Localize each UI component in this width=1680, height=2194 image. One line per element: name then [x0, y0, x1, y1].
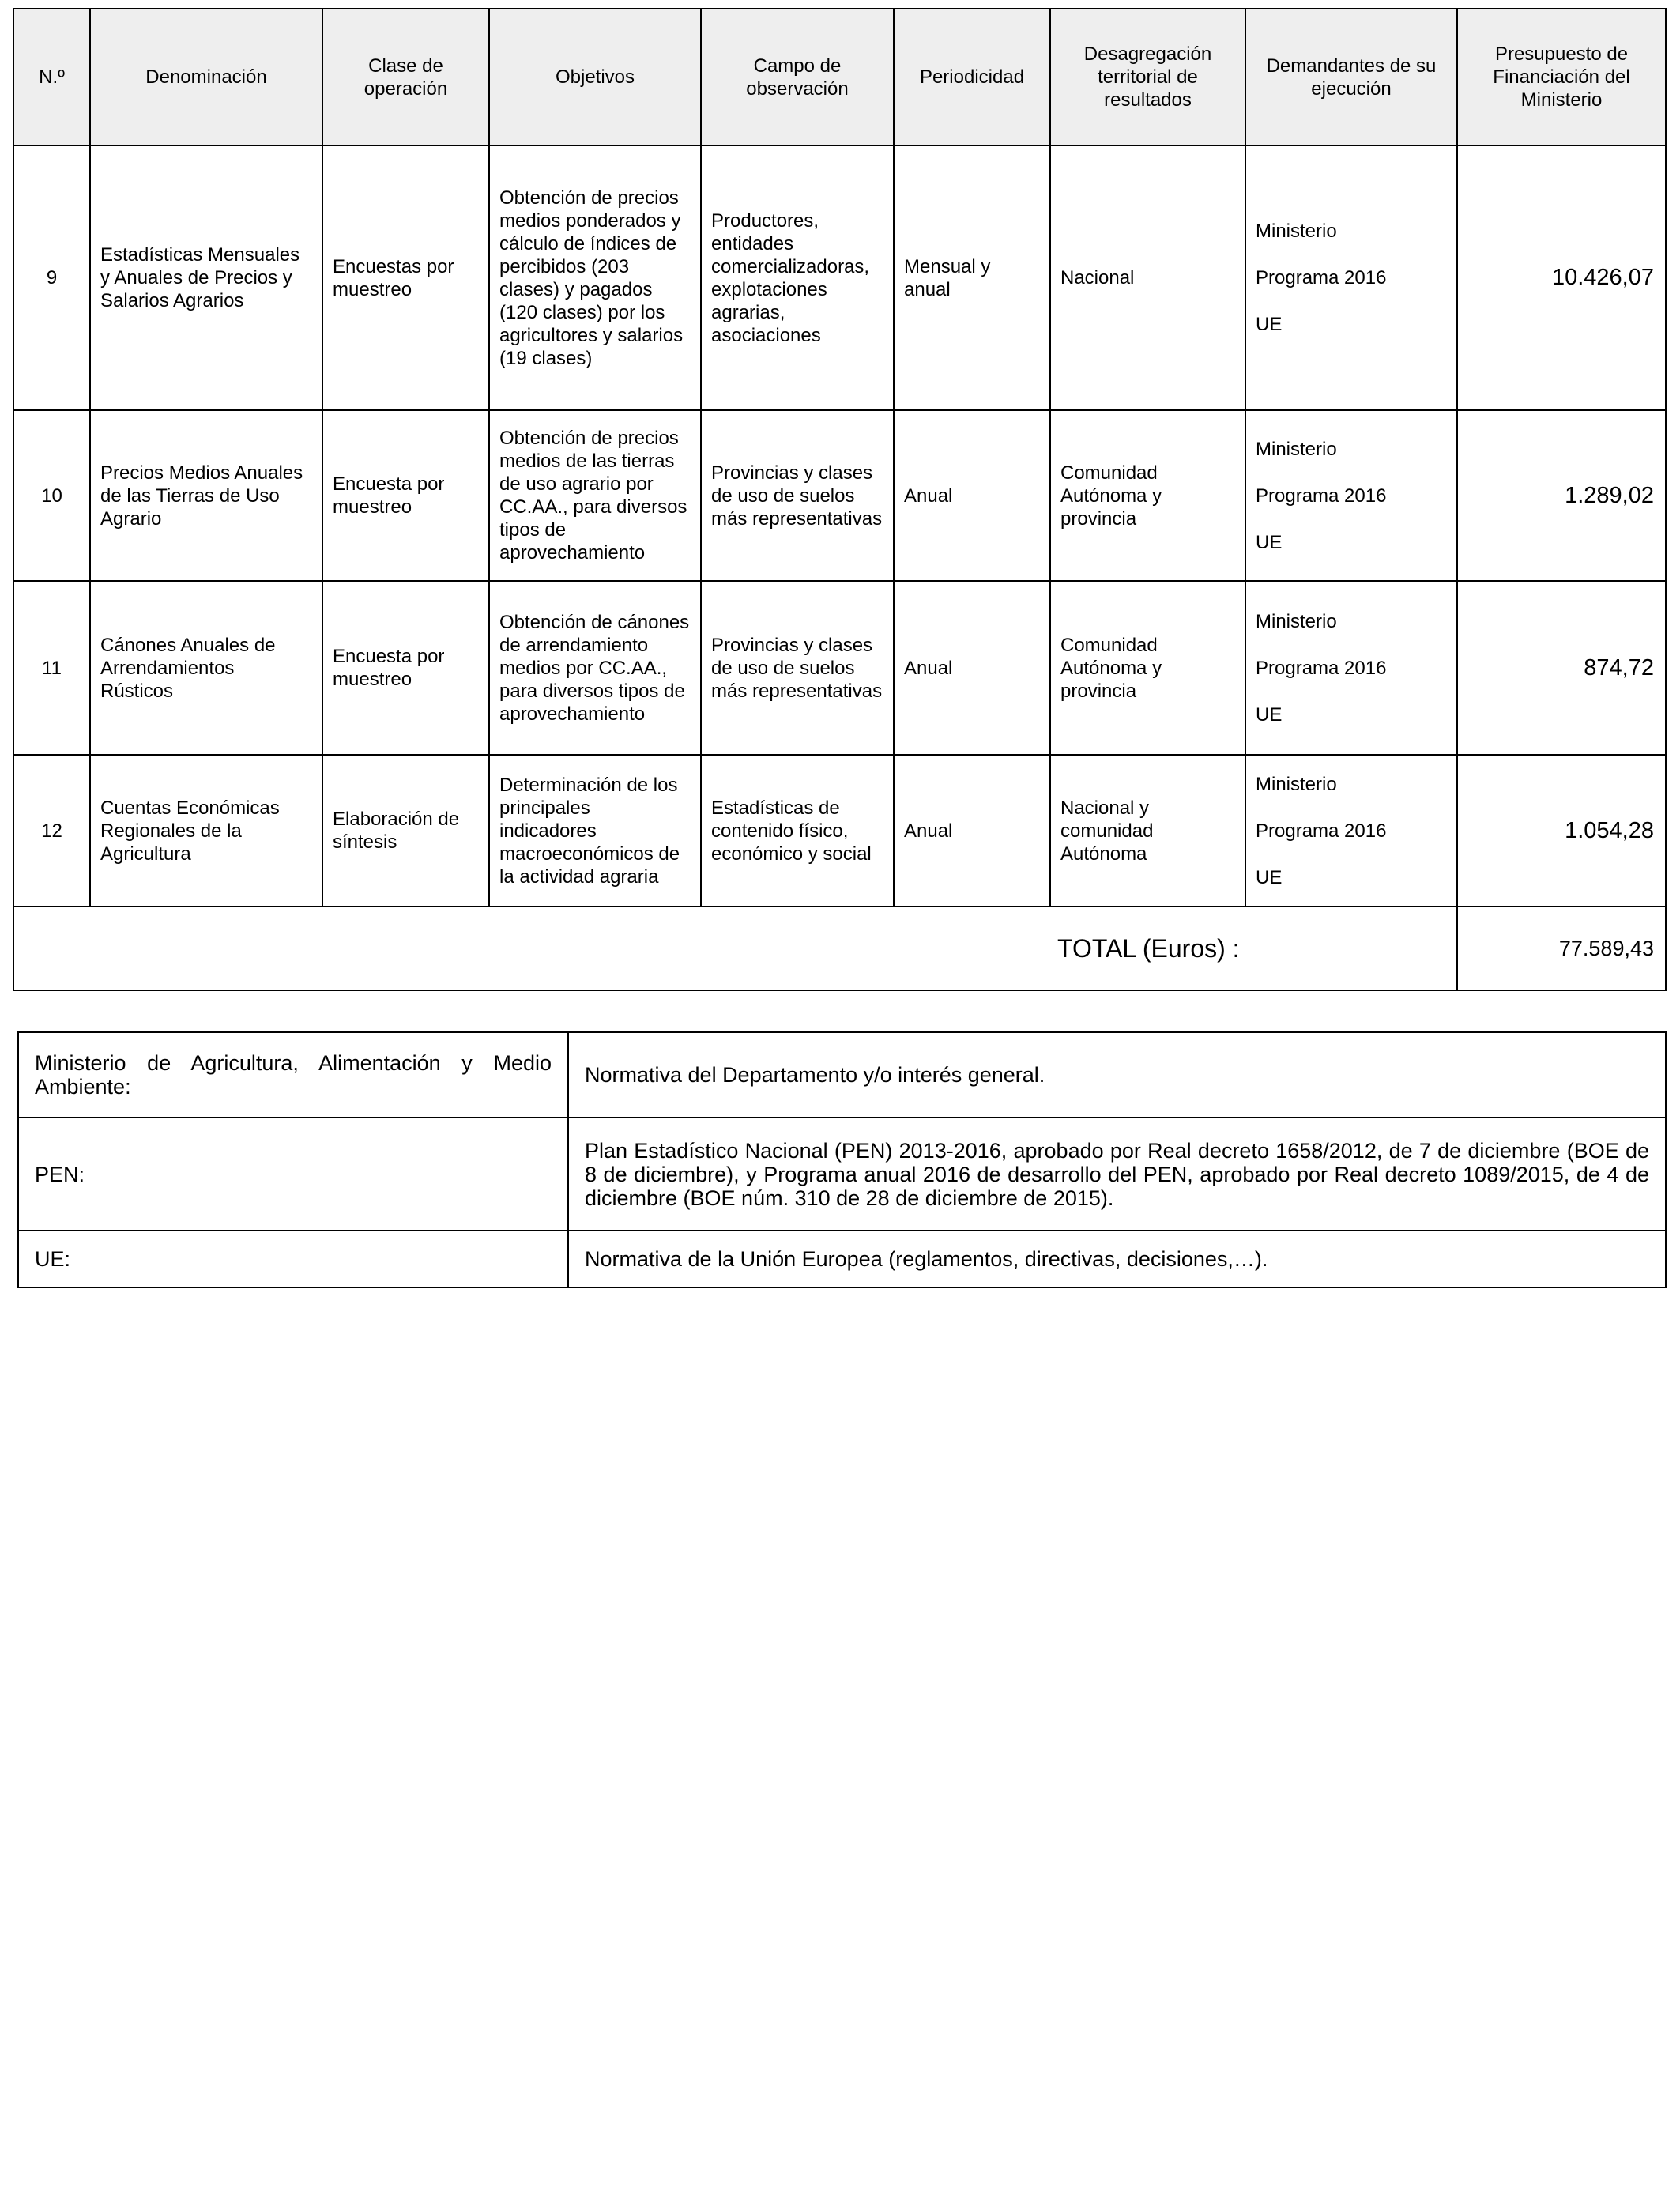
legend-row — [18, 1118, 1666, 1231]
cell-denominacion: Cuentas Económicas Regionales de la Agricultura — [90, 755, 322, 907]
cell-objetivos: Obtención de precios medios ponderados y cálculo de índices de percibidos (203 clases) y pagados (120 clases) por los agricultores y salarios (19 clases) — [489, 145, 701, 410]
cell-num: 12 — [13, 755, 90, 907]
total-value: 77.589,43 — [1457, 907, 1666, 990]
demandante-ue: UE — [1256, 703, 1283, 726]
total-label: TOTAL (Euros) : — [1057, 934, 1240, 963]
cell-presupuesto: 10.426,07 — [1457, 145, 1666, 410]
demandante-ministerio: Ministerio — [1256, 221, 1337, 242]
demandante-programa: Programa 2016 — [1256, 820, 1387, 842]
legend-row — [18, 1032, 1666, 1118]
cell-objetivos: Obtención de precios medios de las tierras de uso agrario por CC.AA., para diversos tipos de aprovechamiento — [489, 410, 701, 581]
demandante-programa: Programa 2016 — [1256, 657, 1387, 679]
legend-table — [17, 1031, 1667, 1288]
demandante-ue: UE — [1256, 314, 1283, 335]
demandante-ministerio: Ministerio — [1256, 610, 1337, 632]
header-presupuesto: Presupuesto de Financiación del Ministerio — [1457, 9, 1666, 145]
cell-demandantes — [1245, 581, 1457, 755]
header-desagregacion: Desagregación territorial de resultados — [1050, 9, 1245, 145]
legend-term: PEN: — [18, 1118, 568, 1231]
cell-clase: Encuesta por muestreo — [322, 581, 489, 755]
demandante-ue: UE — [1256, 866, 1283, 888]
header-clase: Clase de operación — [322, 9, 489, 145]
legend-definition: Normativa del Departamento y/o interés general. — [568, 1032, 1666, 1118]
cell-periodicidad: Mensual y anual — [894, 145, 1050, 410]
cell-denominacion: Estadísticas Mensuales y Anuales de Precios y Salarios Agrarios — [90, 145, 322, 410]
demandante-ministerio: Ministerio — [1256, 773, 1337, 795]
total-label-cell — [13, 907, 1457, 990]
cell-desagregacion: Nacional — [1050, 145, 1245, 410]
cell-campo: Productores, entidades comercializadoras, explotaciones agrarias, asociaciones — [701, 145, 894, 410]
cell-presupuesto: 874,72 — [1457, 581, 1666, 755]
header-num: N.º — [13, 9, 90, 145]
cell-periodicidad: Anual — [894, 410, 1050, 581]
cell-presupuesto: 1.289,02 — [1457, 410, 1666, 581]
demandante-ministerio: Ministerio — [1256, 438, 1337, 460]
cell-campo: Provincias y clases de uso de suelos más representativas — [701, 581, 894, 755]
cell-num: 10 — [13, 410, 90, 581]
cell-clase: Elaboración de síntesis — [322, 755, 489, 907]
table-row — [13, 145, 1666, 410]
demandante-programa: Programa 2016 — [1256, 267, 1387, 288]
cell-desagregacion: Nacional y comunidad Autónoma — [1050, 755, 1245, 907]
cell-periodicidad: Anual — [894, 581, 1050, 755]
header-denominacion: Denominación — [90, 9, 322, 145]
header-objetivos: Objetivos — [489, 9, 701, 145]
cell-demandantes — [1245, 410, 1457, 581]
header-campo: Campo de observación — [701, 9, 894, 145]
cell-periodicidad: Anual — [894, 755, 1050, 907]
header-periodicidad: Periodicidad — [894, 9, 1050, 145]
cell-num: 9 — [13, 145, 90, 410]
table-header-row — [13, 9, 1666, 145]
cell-desagregacion: Comunidad Autónoma y provincia — [1050, 581, 1245, 755]
cell-clase: Encuestas por muestreo — [322, 145, 489, 410]
legend-row — [18, 1231, 1666, 1287]
cell-demandantes — [1245, 755, 1457, 907]
demandante-programa: Programa 2016 — [1256, 484, 1387, 507]
legend-definition: Plan Estadístico Nacional (PEN) 2013-2016, aprobado por Real decreto 1658/2012, de 7 de diciembre (BOE de 8 de diciembre), y Programa anual 2016 de desarrollo del PEN, aprobado por Real decreto 1089/2015, de 4 de diciembre (BOE núm. 310 de 28 de diciembre de 2015). — [568, 1118, 1666, 1231]
legend-term: UE: — [18, 1231, 568, 1287]
table-row — [13, 581, 1666, 755]
total-row — [13, 907, 1666, 990]
cell-campo: Estadísticas de contenido físico, económico y social — [701, 755, 894, 907]
cell-objetivos: Obtención de cánones de arrendamiento medios por CC.AA., para diversos tipos de aprovechamiento — [489, 581, 701, 755]
statistics-table — [13, 8, 1667, 991]
cell-objetivos: Determinación de los principales indicadores macroeconómicos de la actividad agraria — [489, 755, 701, 907]
cell-clase: Encuesta por muestreo — [322, 410, 489, 581]
legend-definition: Normativa de la Unión Europea (reglamentos, directivas, decisiones,…). — [568, 1231, 1666, 1287]
cell-num: 11 — [13, 581, 90, 755]
cell-desagregacion: Comunidad Autónoma y provincia — [1050, 410, 1245, 581]
header-demandantes: Demandantes de su ejecución — [1245, 9, 1457, 145]
cell-denominacion: Cánones Anuales de Arrendamientos Rústicos — [90, 581, 322, 755]
cell-demandantes — [1245, 145, 1457, 410]
cell-campo: Provincias y clases de uso de suelos más representativas — [701, 410, 894, 581]
demandante-ue: UE — [1256, 531, 1283, 553]
table-row — [13, 410, 1666, 581]
cell-presupuesto: 1.054,28 — [1457, 755, 1666, 907]
legend-term: Ministerio de Agricultura, Alimentación y Medio Ambiente: — [18, 1032, 568, 1118]
table-row — [13, 755, 1666, 907]
cell-denominacion: Precios Medios Anuales de las Tierras de Uso Agrario — [90, 410, 322, 581]
